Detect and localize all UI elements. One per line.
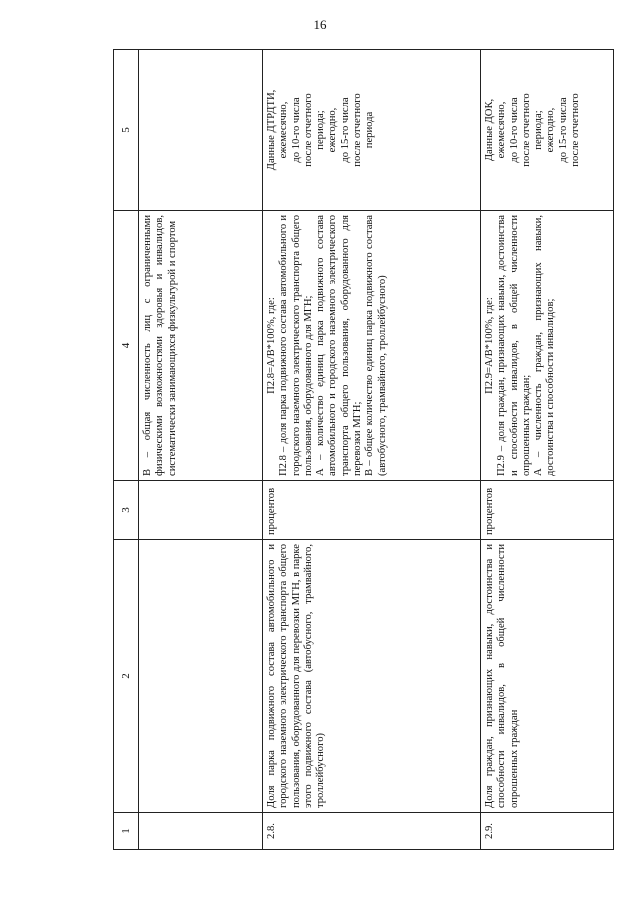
unit-cell xyxy=(139,481,263,540)
indicators-table xyxy=(113,49,614,850)
header-col-3: 3 xyxy=(114,481,139,540)
header-col-5: 5 xyxy=(114,50,139,211)
table-row-continued xyxy=(139,50,263,850)
source-line: до 15-го числа xyxy=(339,97,351,163)
source-cell xyxy=(263,50,481,211)
source-line: ежемесячно, xyxy=(496,101,508,159)
formula-cell xyxy=(481,211,614,481)
rotated-table-content xyxy=(113,55,602,850)
formula-line: П2.8 – доля парка подвижного состава автомобильного и городского наземного электрического транспорта общего пользования, оборудованного для МГН; xyxy=(278,215,314,476)
source-line: до 15-го числа xyxy=(557,97,569,163)
source-line: Данные ДОК, xyxy=(484,98,495,162)
formula-line: П2.9 – доля граждан, признающих навыки, достоинства и способности инвалидов, в общей численности опрошенных граждан; xyxy=(496,215,532,476)
formula-line: А – количество единиц парка подвижного состава автомобильного и городского наземного электрического транспорта общего пользования, оборудованного для перевозки МГН; xyxy=(315,215,364,476)
formula-line: А – численность граждан, признающих навыки, достоинства и способности инвалидов; xyxy=(533,215,557,476)
formula-line: П2.9=А/В*100%, где: xyxy=(484,297,495,394)
source-line: ежегодно, xyxy=(545,107,557,153)
header-col-4: 4 xyxy=(114,211,139,481)
row-number-cell: 2.8. xyxy=(263,813,481,850)
formula-line: П2.8=А/В*100%, где: xyxy=(266,297,277,394)
row-number-cell xyxy=(139,813,263,850)
source-line: периода; xyxy=(315,110,327,150)
source-line: периода; xyxy=(533,110,545,150)
rotated-table-frame xyxy=(113,55,602,850)
source-line: Данные ДТРДТИ, xyxy=(266,89,277,171)
indicator-name-cell: Доля парка подвижного состава автомобильного и городского наземного электрического транспорта общего пользования, оборудованного для перевозки МГН, в парке этого подвижного состава (автобусного, трамвайного, троллейбусного) xyxy=(263,540,481,813)
source-cell xyxy=(481,50,614,211)
table-header-row xyxy=(114,50,139,850)
formula-cell xyxy=(263,211,481,481)
header-col-2: 2 xyxy=(114,540,139,813)
source-line: после отчетного xyxy=(570,93,582,167)
source-line: после отчетного xyxy=(302,93,314,167)
table-row-2-8 xyxy=(263,50,481,850)
formula-line: В – общая численность лиц с ограниченными физическими возможностями здоровья и инвалидов, систематически занимающихся физкультурой и спортом xyxy=(142,215,178,476)
formula-line: В – общее количество единиц парка подвижного состава (автобусного, трамвайного, троллейбусного) xyxy=(364,215,388,476)
source-cell xyxy=(139,50,263,211)
row-number-cell: 2.9. xyxy=(481,813,614,850)
table-row-2-9 xyxy=(481,50,614,850)
source-line: периода xyxy=(364,111,376,149)
source-line: после отчетного xyxy=(352,93,364,167)
indicator-name-cell: Доля граждан, признающих навыки, достоинства и способности инвалидов, в общей численности опрошенных граждан xyxy=(481,540,614,813)
source-line: до 10-го числа xyxy=(508,97,520,163)
indicator-name-cell xyxy=(139,540,263,813)
source-line: ежемесячно, xyxy=(278,101,290,159)
unit-cell: процентов xyxy=(263,481,481,540)
source-line: после отчетного xyxy=(520,93,532,167)
source-line: ежегодно, xyxy=(327,107,339,153)
header-col-1: 1 xyxy=(114,813,139,850)
unit-cell: процентов xyxy=(481,481,614,540)
source-line: до 10-го числа xyxy=(290,97,302,163)
formula-cell xyxy=(139,211,263,481)
page-number: 16 xyxy=(313,17,327,32)
